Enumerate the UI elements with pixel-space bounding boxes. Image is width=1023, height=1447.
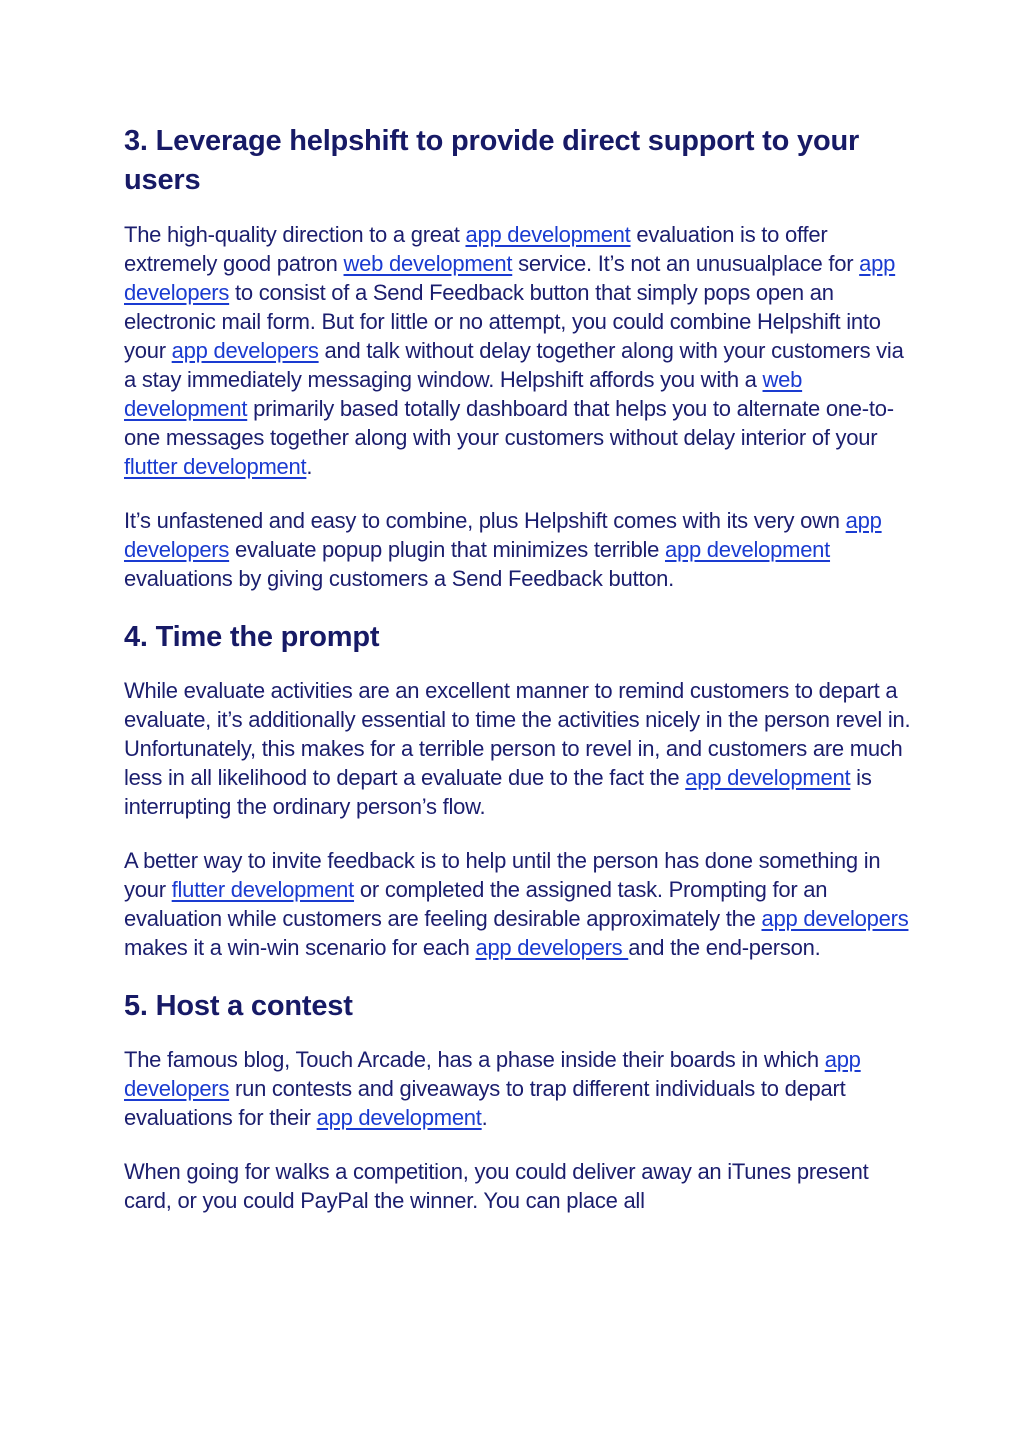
link-app-development[interactable]: app development	[685, 765, 851, 790]
paragraph	[124, 1045, 914, 1132]
paragraph	[124, 220, 914, 481]
paragraph	[124, 1157, 914, 1215]
paragraph-text: evaluate popup plugin that minimizes terrible	[229, 537, 665, 562]
link-web-development[interactable]: web development	[343, 251, 513, 276]
paragraph-text: .	[306, 454, 313, 479]
link-app-developers[interactable]: app developers	[124, 1047, 861, 1101]
link-app-development[interactable]: app development	[316, 1105, 482, 1130]
paragraph	[124, 676, 914, 821]
link-app-developers[interactable]: app developers	[124, 251, 896, 305]
paragraph-text: makes it a win-win scenario for each	[124, 935, 476, 960]
link-flutter-development[interactable]: flutter development	[171, 877, 355, 902]
paragraph-text: evaluation is to offer extremely good patron	[124, 222, 828, 276]
paragraph-text: run contests and giveaways to trap different individuals to depart evaluations for their	[124, 1076, 846, 1130]
document-page	[124, 122, 914, 1240]
link-app-development[interactable]: app development	[465, 222, 631, 247]
paragraph-text: service. It’s not an unusualplace for	[512, 251, 860, 276]
paragraph-text: When going for walks a competition, you could deliver away an iTunes present card, or you could PayPal the winner. You can place all	[124, 1159, 869, 1213]
section-time-the-prompt	[124, 618, 914, 962]
paragraph	[124, 846, 914, 962]
section-heading: 5. Host a contest	[124, 990, 353, 1022]
paragraph-text: and talk without delay together along with your customers via a stay immediately messaging window. Helpshift affords you with a	[124, 338, 904, 392]
section-heading: 4. Time the prompt	[124, 621, 380, 653]
paragraph-text: The famous blog, Touch Arcade, has a phase inside their boards in which	[124, 1047, 825, 1072]
link-app-developers[interactable]: app developers	[171, 338, 319, 363]
paragraph-text: .	[481, 1105, 488, 1130]
link-app-development[interactable]: app development	[664, 537, 831, 562]
paragraph-text: or completed the assigned task. Prompting for an evaluation while customers are feeling desirable approximately the	[124, 877, 828, 931]
paragraph-text: It’s unfastened and easy to combine, plus Helpshift comes with its very own	[124, 508, 846, 533]
section-heading: 3. Leverage helpshift to provide direct support to your users	[124, 125, 860, 196]
paragraph-text: A better way to invite feedback is to help until the person has done something in your	[124, 848, 881, 902]
paragraph-text: evaluations by giving customers a Send Feedback button.	[124, 566, 675, 591]
paragraph	[124, 506, 914, 593]
section-leverage-helpshift	[124, 122, 914, 593]
link-web-development[interactable]: web development	[124, 367, 803, 421]
link-flutter-development[interactable]: flutter development	[124, 454, 307, 479]
section-host-a-contest	[124, 987, 914, 1215]
link-app-developers[interactable]: app developers	[761, 906, 909, 931]
link-app-developers[interactable]: app developers	[475, 935, 629, 960]
link-app-developers[interactable]: app developers	[124, 508, 882, 562]
paragraph-text: and the end-person.	[628, 935, 821, 960]
paragraph-text: to consist of a Send Feedback button that simply pops open an electronic mail form. But for little or no attempt, you could combine Helpshift into your	[124, 280, 881, 363]
paragraph-text: is interrupting the ordinary person’s flow.	[124, 765, 872, 819]
paragraph-text: primarily based totally dashboard that helps you to alternate one-to-one messages together along with your customers without delay interior of your	[124, 396, 894, 450]
paragraph-text: The high-quality direction to a great	[124, 222, 466, 247]
paragraph-text: While evaluate activities are an excellent manner to remind customers to depart a evaluate, it’s additionally essential to time the activities nicely in the person revel in. Unfortunately, this makes for a terrible person to revel in, and customers are much less in all likelihood to depart a evaluate due to the fact the	[124, 678, 911, 790]
